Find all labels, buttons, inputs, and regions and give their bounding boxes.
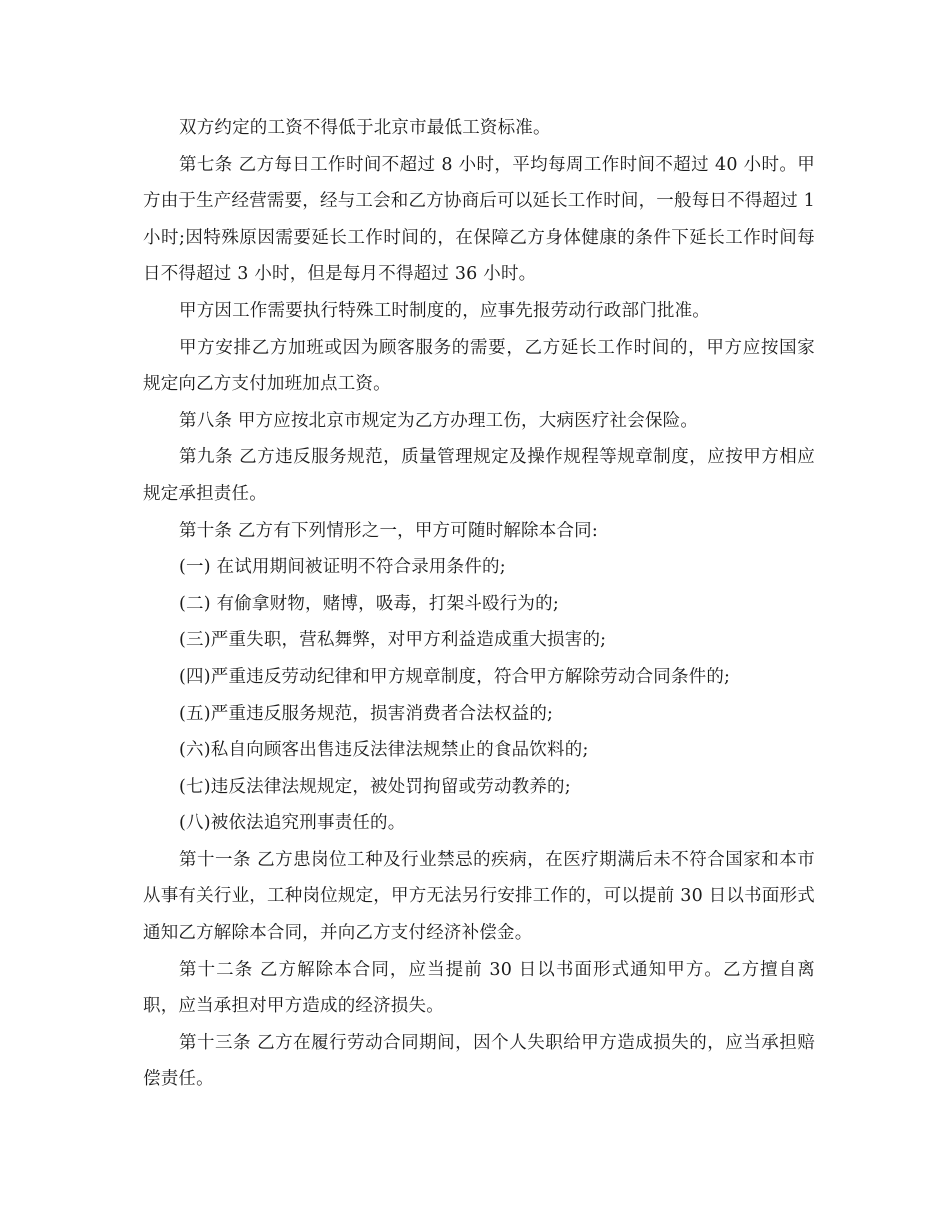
paragraph-special-hours: 甲方因工作需要执行特殊工时制度的，应事先报劳动行政部门批准。: [179, 300, 710, 321]
paragraph-article-12: 第十二条 乙方解除本合同，应当提前 30 日以书面形式通知甲方。乙方擅自离职，应当承担对甲方造成的经济损失。: [143, 959, 815, 1017]
list-item-5: (五)严重违反服务规范，损害消费者合法权益的;: [179, 703, 554, 724]
list-item-1: (一) 在试用期间被证明不符合录用条件的;: [179, 557, 506, 578]
list-item-4: (四)严重违反劳动纪律和甲方规章制度，符合甲方解除劳动合同条件的;: [179, 666, 731, 687]
paragraph-article-10: 第十条 乙方有下列情形之一，甲方可随时解除本合同:: [179, 520, 598, 541]
list-item-2: (二) 有偷拿财物，赌博，吸毒，打架斗殴行为的;: [179, 593, 559, 614]
paragraph-article-11: 第十一条 乙方患岗位工种及行业禁忌的疾病，在医疗期满后未不符合国家和本市从事有关行业，工种岗位规定，甲方无法另行安排工作的，可以提前 30 日以书面形式通知乙方解除本合同，并向乙方支付经济补偿金。: [143, 849, 815, 944]
paragraph-article-9: 第九条 乙方违反服务规范，质量管理规定及操作规程等规章制度，应按甲方相应规定承担责任。: [143, 447, 815, 504]
paragraph-article-8: 第八条 甲方应按北京市规定为乙方办理工伤，大病医疗社会保险。: [179, 410, 699, 431]
paragraph-overtime-pay: 甲方安排乙方加班或因为顾客服务的需要，乙方延长工作时间的，甲方应按国家规定向乙方支付加班加点工资。: [143, 337, 815, 395]
document-body: [143, 110, 815, 1098]
list-item-8: (八)被依法追究刑事责任的。: [179, 813, 406, 834]
paragraph-article-13: 第十三条 乙方在履行劳动合同期间，因个人失职给甲方造成损失的，应当承担赔偿责任。: [143, 1032, 815, 1090]
list-item-6: (六)私自向顾客出售违反法律法规禁止的食品饮料的;: [179, 740, 589, 761]
paragraph-wage-standard: 双方约定的工资不得低于北京市最低工资标准。: [179, 118, 551, 138]
list-item-7: (七)违反法律法规规定，被处罚拘留或劳动教养的;: [179, 776, 571, 797]
paragraph-article-7: 第七条 乙方每日工作时间不超过 8 小时，平均每周工作时间不超过 40 小时。甲方由于生产经营需要，经与工会和乙方协商后可以延长工作时间，一般每日不得超过 1 小时;因特殊原因需要延长工作时间的，在保障乙方身体健康的条件下延长工作时间每日不得超过 3 小时，但是每月不得超过 36 小时。: [143, 154, 815, 285]
list-item-3: (三)严重失职，营私舞弊，对甲方利益造成重大损害的;: [179, 630, 607, 651]
